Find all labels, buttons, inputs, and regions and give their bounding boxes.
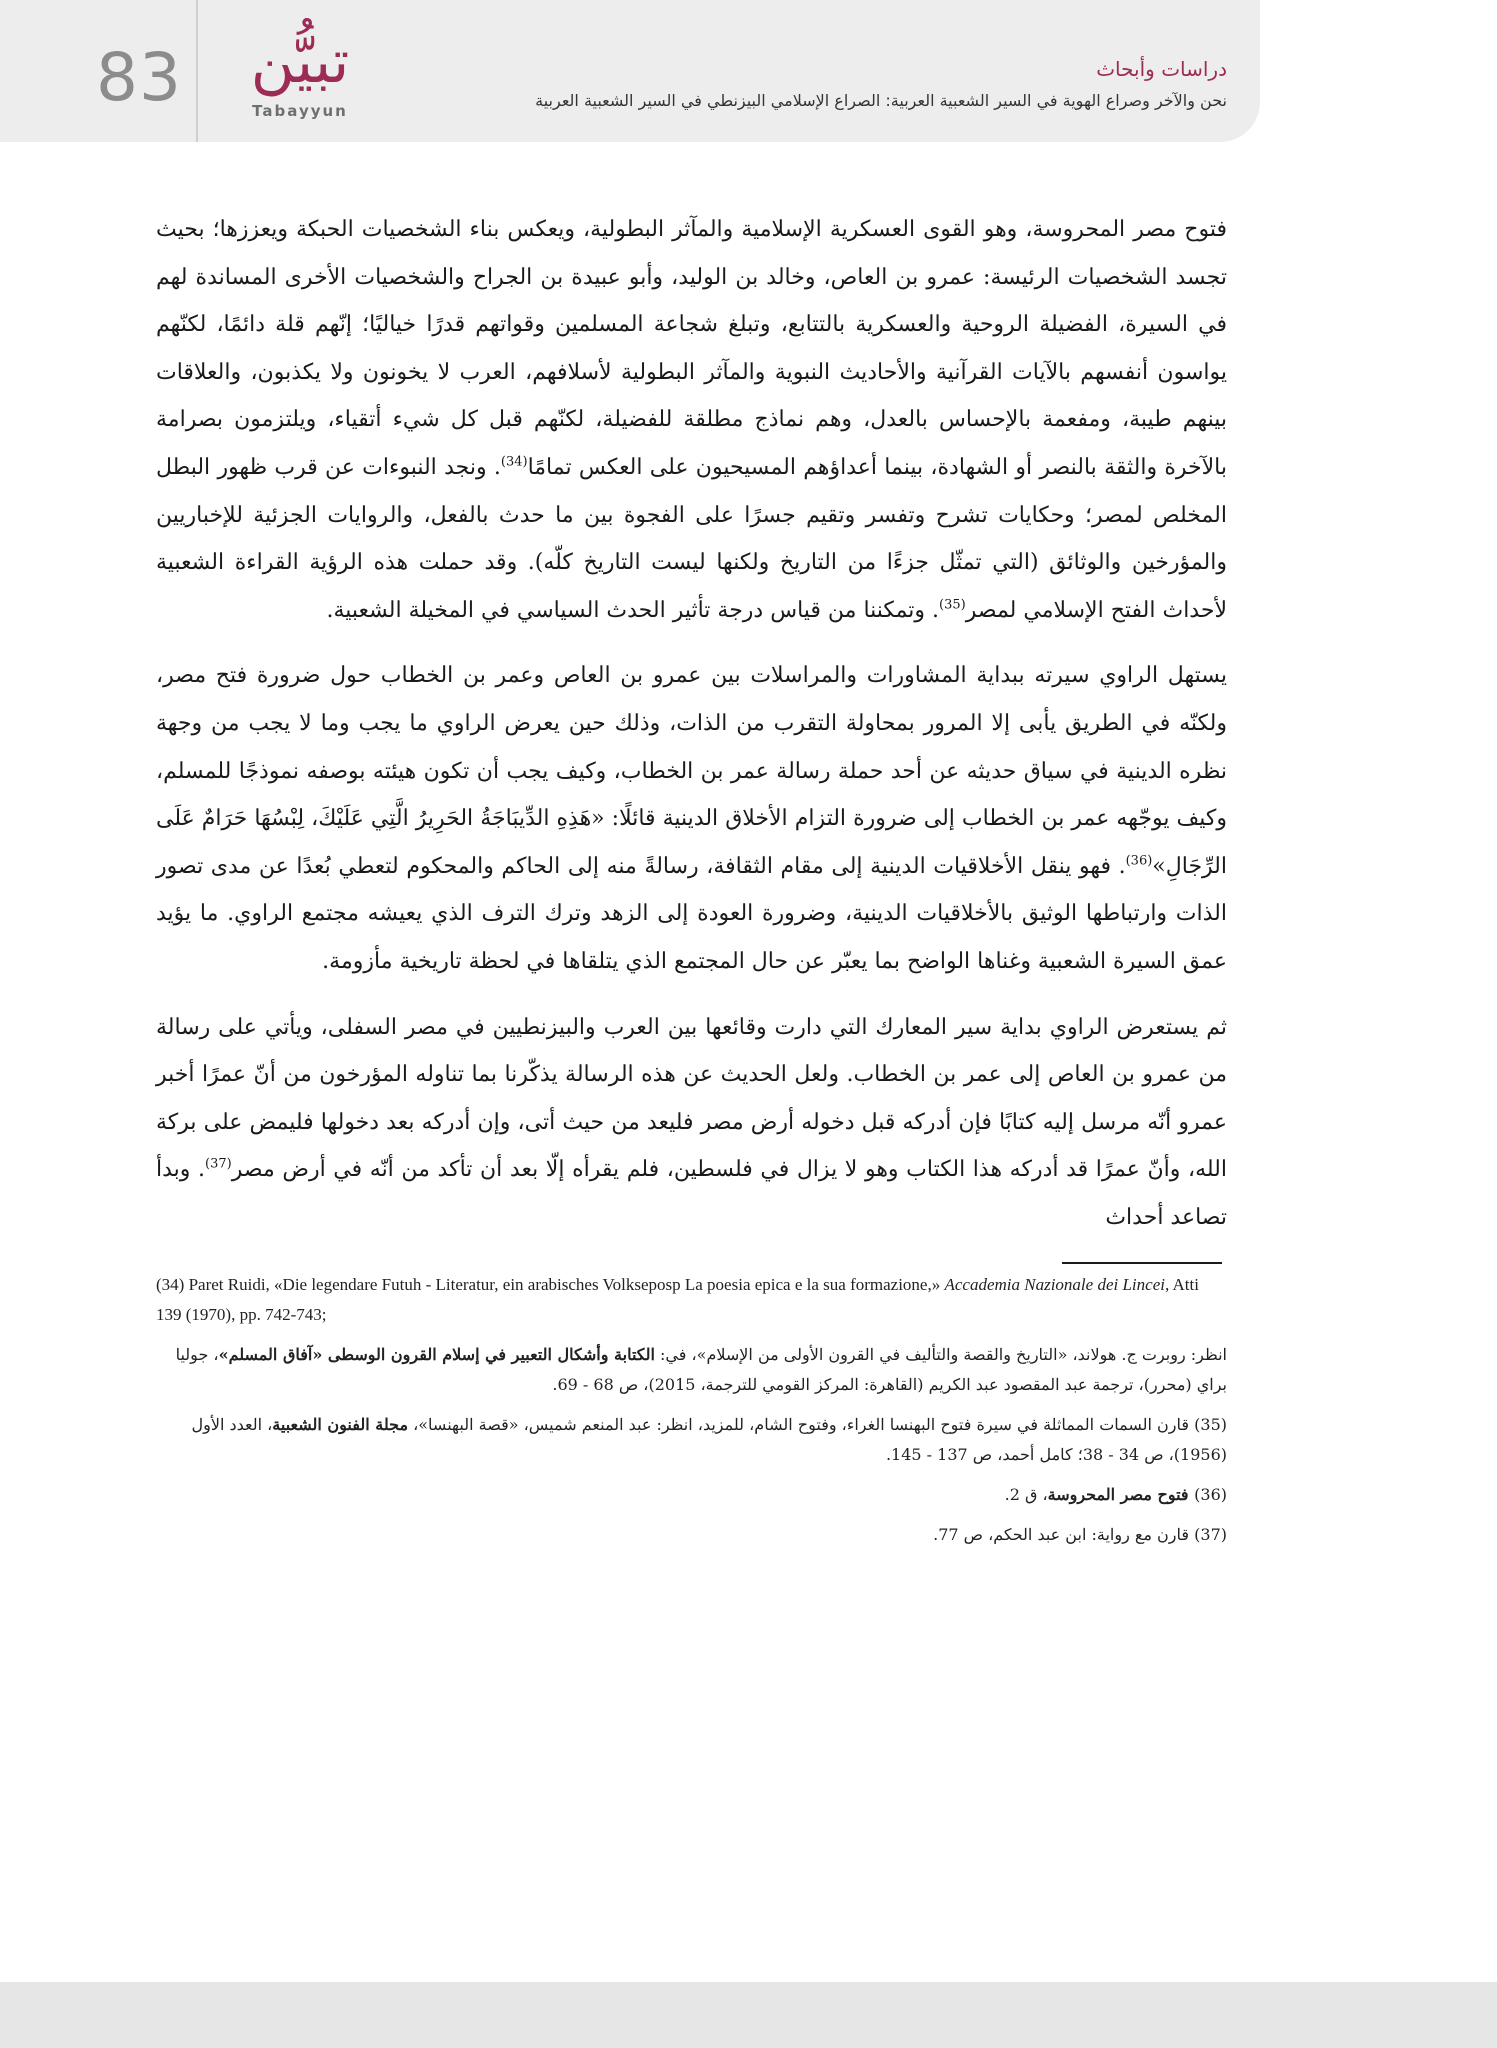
header-margin (1260, 0, 1497, 142)
footnote-text: ، ق 2. (1004, 1485, 1048, 1504)
footnote-separator (1062, 1262, 1222, 1264)
paragraph-text: يستهل الراوي سيرته ببداية المشاورات والمراسلات بين عمرو بن العاص وعمر بن الخطاب حول ضرورة فتح مصر، ولكنّه في الطريق يأبى إلا المرور بمحاولة التقرب من الذات، وذلك حين يعرض الراوي ما يجب وما لا يجب من وجهة نظره الدينية في سياق حديثه عن أحد حملة رسالة عمر بن الخطاب، وكيف يجب أن تكون هيئته بوصفه نموذجًا للمسلم، وكيف يوجّهه عمر بن الخطاب إلى ضرورة التزام الأخلاق الدينية قائلًا: «هَذِهِ الدِّيبَاجَةُ الحَرِيرُ الَّتِي عَلَيْكَ، لِبْسُهَا حَرَامٌ عَلَى الرِّجَالِ» (156, 663, 1227, 879)
footnote-37 (156, 1520, 1227, 1550)
footnote-34 (156, 1270, 1227, 1330)
paragraph-text: فتوح مصر المحروسة، وهو القوى العسكرية الإسلامية والمآثر البطولية، ويعكس بناء الشخصيات الحبكة ويعززها؛ بحيث تجسد الشخصيات الرئيسة: عمرو بن العاص، وخالد بن الوليد، وأبو عبيدة بن الجراح والشخصيات الأخرى المساندة لهم في السيرة، الفضيلة الروحية والعسكرية بالتتابع، وتبلغ شجاعة المسلمين وقواتهم قدرًا خياليًا؛ إنّهم قلة دائمًا، لكنّهم يواسون أنفسهم بالآيات القرآنية والأحاديث النبوية والمآثر البطولية لأسلافهم، العرب لا يخونون ولا يكذبون، والعلاقات بينهم طيبة، ومفعمة بالإحساس بالعدل، وهم نماذج مطلقة للفضيلة، لكنّهم قبل كل شيء أتقياء، ويلتزمون بصرامة بالآخرة والثقة بالنصر أو الشهادة، بينما أعداؤهم المسيحيون على العكس تمامًا (156, 217, 1227, 480)
footnote-text: ، العدد الأول (1956)، ص 34 - 38؛ كامل أحمد، ص 137 - 145. (191, 1415, 1227, 1464)
footnote-ref-37: (37) (205, 1156, 232, 1172)
paragraph-2 (156, 652, 1227, 985)
logo-arabic-wordmark: تبيُّن (250, 27, 350, 97)
footnote-ref-34: (34) (500, 454, 528, 470)
footnote-author: Paret Ruidi, «Die legendare Futuh - Literatur, ein arabisches Volksepos (188, 1275, 673, 1294)
logo-latin-wordmark: Tabayyun (252, 102, 348, 120)
footnote-journal: Accademia Nazionale dei Lincei (944, 1275, 1165, 1294)
footnote-34-continued (156, 1340, 1227, 1400)
paragraph-text: . وبدأ تصاعد أحداث (156, 1157, 1227, 1230)
footnote-text: قارن مع رواية: ابن عبد الحكم، ص 77. (933, 1525, 1195, 1544)
footnotes (156, 1270, 1227, 1560)
paragraph-text: . وتمكننا من قياس درجة تأثير الحدث السياسي في المخيلة الشعبية. (326, 597, 940, 623)
footnote-text: انظر: روبرت ج. هولاند، «التاريخ والقصة والتأليف في القرون الأولى من الإسلام»، في: (654, 1345, 1227, 1364)
paragraph-text: . فهو ينقل الأخلاقيات الدينية إلى مقام الثقافة، رسالةً منه إلى الحاكم والمحكوم لتعطي بُعدًا عن مدى تصور الذات وارتباطها الوثيق بالأخلاقيات الدينية، وضرورة العودة إلى الزهد وترك الترف الذي يعيشه مجتمع الراوي. ما يؤيد عمق السيرة الشعبية وغناها الواضح بما يعبّر عن حال المجتمع الذي يتلقاها في لحظة تاريخية مأزومة. (156, 853, 1227, 974)
footnote-35 (156, 1410, 1227, 1470)
paragraph-text: . ونجد النبوءات عن قرب ظهور البطل المخلص لمصر؛ وحكايات تشرح وتفسر وتقيم جسرًا على الفجوة بين ما حدث بالفعل، والروايات الجزئية للإخباريين والمؤرخين والوثائق (التي تمثّل جزءًا من التاريخ ولكنها ليست التاريخ كلّه). وقد حملت هذه الرؤية القراءة الشعبية لأحداث الفتح الإسلامي لمصر (156, 454, 1227, 623)
footnote-ref-35: (35) (939, 597, 966, 613)
footnote-ref-36: (36) (1125, 853, 1153, 869)
footnote-text: ، جوليا براي (محرر)، ترجمة عبد المقصود عبد الكريم (القاهرة: المركز القومي للترجمة، 2015)، ص 68 - 69. (175, 1345, 1227, 1394)
footnote-book-title: فتوح مصر المحروسة (1047, 1485, 1195, 1504)
footnote-number: (35) (1194, 1415, 1227, 1434)
paragraph-1 (156, 206, 1227, 634)
journal-logo (210, 22, 390, 134)
page-bottom-band (0, 1982, 1497, 2048)
paragraph-text: ثم يستعرض الراوي بداية سير المعارك التي دارت وقائعها بين العرب والبيزنطيين في مصر السفلى، ويأتي على رسالة من عمرو بن العاص إلى عمر بن الخطاب. ولعل الحديث عن هذه الرسالة يذكّرنا بما تناوله المؤرخون من أنّ عمرًا أخبر عمرو أنّه مرسل إليه كتابًا فإن أدركه قبل دخوله أرض مصر فليعد من حيث أتى، وإن أدركه بعد دخولها فليمض على بركة الله، وأنّ عمرًا قد أدركه هذا الكتاب وهو لا يزال في فلسطين، فلم يقرأه إلّا بعد أن تأكد من أنّه في أرض مصر (156, 1014, 1227, 1183)
paragraph-3 (156, 1004, 1227, 1242)
footnote-number: (37) (1194, 1525, 1227, 1544)
footnote-details: , Atti 139 (1970), pp. 742-743; (156, 1275, 1199, 1324)
footnote-text: قارن السمات المماثلة في سيرة فتوح البهنسا الغراء، وفتوح الشام، للمزيد، انظر: عبد المنعم شميس، «قصة البهنسا»، (408, 1415, 1195, 1434)
footnote-book-title: الكتابة وأشكال التعبير في إسلام القرون الوسطى «آفاق المسلم» (218, 1345, 655, 1364)
footnote-36 (156, 1480, 1227, 1510)
footnote-number: (34) (156, 1275, 185, 1294)
page-number: 83 (96, 39, 182, 116)
header-divider (196, 0, 198, 142)
running-title: نحن والآخر وصراع الهوية في السير الشعبية العربية: الصراع الإسلامي البيزنطي في السير الشعبية العربية (535, 91, 1227, 110)
footnote-number: (36) (1194, 1485, 1227, 1504)
footnote-title: p La poesia epica e la sua formazione,» (672, 1275, 945, 1294)
section-title: دراسات وأبحاث (1096, 57, 1227, 81)
footnote-journal-title: مجلة الفنون الشعبية (272, 1415, 409, 1434)
article-body (156, 206, 1227, 1241)
